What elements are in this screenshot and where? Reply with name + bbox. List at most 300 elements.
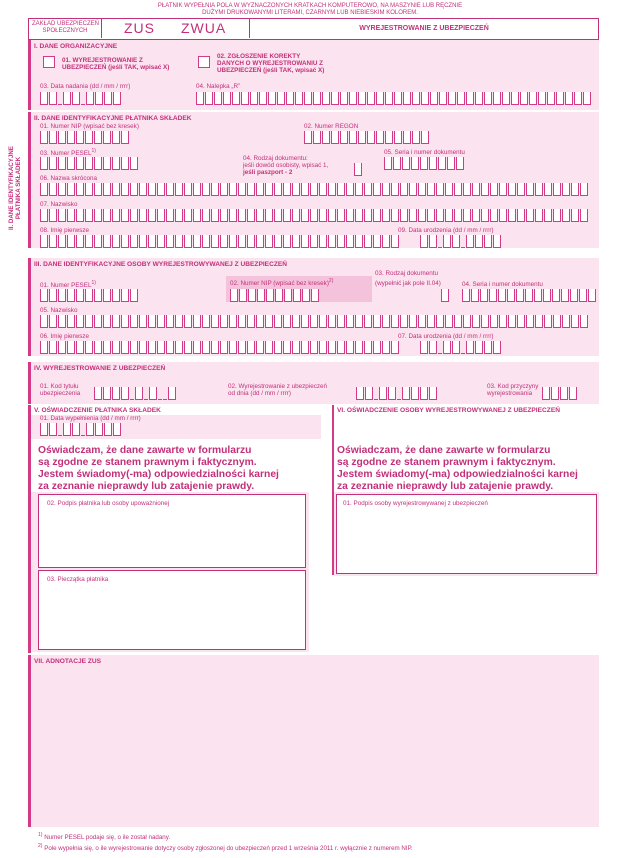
date-sent-cell[interactable] <box>40 92 48 105</box>
payer-short-name-cell[interactable] <box>418 183 426 196</box>
person-surname-cell[interactable] <box>481 315 489 328</box>
person-first-name-cell[interactable] <box>247 341 255 354</box>
person-birth-date-boxes[interactable] <box>420 341 502 354</box>
payer-short-name-cell[interactable] <box>454 183 462 196</box>
payer-first-name-cell[interactable] <box>319 235 327 248</box>
sticker-cell[interactable] <box>556 92 564 105</box>
payer-regon-cell[interactable] <box>376 131 384 144</box>
payer-regon-cell[interactable] <box>421 131 429 144</box>
person-pesel-cell[interactable] <box>49 289 57 302</box>
sticker-cell[interactable] <box>583 92 591 105</box>
payer-short-name-cell[interactable] <box>481 183 489 196</box>
payer-short-name-cell[interactable] <box>256 183 264 196</box>
person-surname-cell[interactable] <box>490 315 498 328</box>
person-surname-cell[interactable] <box>58 315 66 328</box>
person-surname-cell[interactable] <box>418 315 426 328</box>
payer-first-name-cell[interactable] <box>364 235 372 248</box>
payer-first-name-cell[interactable] <box>256 235 264 248</box>
payer-surname-cell[interactable] <box>427 209 435 222</box>
payer-short-name-cell[interactable] <box>580 183 588 196</box>
payer-first-name-cell[interactable] <box>310 235 318 248</box>
person-surname-cell[interactable] <box>526 315 534 328</box>
fill-date-cell[interactable] <box>86 423 94 436</box>
payer-first-name-cell[interactable] <box>184 235 192 248</box>
person-surname-cell[interactable] <box>103 315 111 328</box>
payer-surname-cell[interactable] <box>508 209 516 222</box>
fill-date-cell[interactable] <box>95 423 103 436</box>
sticker-cell[interactable] <box>421 92 429 105</box>
payer-surname-cell[interactable] <box>148 209 156 222</box>
payer-short-name-cell[interactable] <box>490 183 498 196</box>
payer-first-name-cell[interactable] <box>175 235 183 248</box>
payer-first-name-cell[interactable] <box>247 235 255 248</box>
payer-surname-cell[interactable] <box>346 209 354 222</box>
sticker-cell[interactable] <box>493 92 501 105</box>
sticker-cell[interactable] <box>376 92 384 105</box>
payer-surname-cell[interactable] <box>274 209 282 222</box>
insurance-code-cell[interactable] <box>168 387 176 400</box>
payer-surname-cell[interactable] <box>283 209 291 222</box>
payer-surname-cell[interactable] <box>229 209 237 222</box>
person-first-name-cell[interactable] <box>364 341 372 354</box>
payer-surname-cell[interactable] <box>373 209 381 222</box>
payer-surname-cell[interactable] <box>94 209 102 222</box>
person-surname-cell[interactable] <box>121 315 129 328</box>
payer-doc-number-cell[interactable] <box>411 157 419 170</box>
payer-short-name-cell[interactable] <box>373 183 381 196</box>
payer-surname-cell[interactable] <box>49 209 57 222</box>
payer-first-name-cell[interactable] <box>283 235 291 248</box>
person-surname-cell[interactable] <box>94 315 102 328</box>
payer-short-name-cell[interactable] <box>346 183 354 196</box>
deregistration-date-cell[interactable] <box>429 387 437 400</box>
payer-surname-cell[interactable] <box>391 209 399 222</box>
payer-short-name-cell[interactable] <box>130 183 138 196</box>
payer-short-name-cell[interactable] <box>400 183 408 196</box>
person-surname-cell[interactable] <box>400 315 408 328</box>
person-birth-date-cell[interactable] <box>443 341 451 354</box>
payer-first-name-cell[interactable] <box>274 235 282 248</box>
person-surname-cell[interactable] <box>472 315 480 328</box>
person-first-name-cell[interactable] <box>202 341 210 354</box>
person-nip-cell[interactable] <box>302 289 310 302</box>
person-surname-cell[interactable] <box>229 315 237 328</box>
payer-short-name-cell[interactable] <box>337 183 345 196</box>
payer-doc-number-cell[interactable] <box>393 157 401 170</box>
payer-first-name-cell[interactable] <box>229 235 237 248</box>
person-surname-cell[interactable] <box>373 315 381 328</box>
person-doc-number-cell[interactable] <box>480 289 488 302</box>
person-surname-cell[interactable] <box>184 315 192 328</box>
person-first-name-cell[interactable] <box>76 341 84 354</box>
payer-surname-cell[interactable] <box>535 209 543 222</box>
person-pesel-cell[interactable] <box>121 289 129 302</box>
payer-surname-cell[interactable] <box>337 209 345 222</box>
payer-surname-cell[interactable] <box>571 209 579 222</box>
person-first-name-cell[interactable] <box>211 341 219 354</box>
person-surname-cell[interactable] <box>328 315 336 328</box>
payer-first-name-cell[interactable] <box>211 235 219 248</box>
payer-first-name-cell[interactable] <box>301 235 309 248</box>
person-first-name-cell[interactable] <box>112 341 120 354</box>
payer-doc-number-cell[interactable] <box>420 157 428 170</box>
person-surname-cell[interactable] <box>49 315 57 328</box>
payer-first-name-cell[interactable] <box>373 235 381 248</box>
person-first-name-cell[interactable] <box>229 341 237 354</box>
sticker-cell[interactable] <box>313 92 321 105</box>
person-pesel-cell[interactable] <box>130 289 138 302</box>
insurance-code-cell[interactable] <box>112 387 120 400</box>
payer-surname-cell[interactable] <box>40 209 48 222</box>
payer-first-name-cell[interactable] <box>220 235 228 248</box>
sticker-cell[interactable] <box>304 92 312 105</box>
fill-date-cell[interactable] <box>63 423 71 436</box>
payer-birth-date-cell[interactable] <box>475 235 483 248</box>
person-nip-cell[interactable] <box>266 289 274 302</box>
person-surname-cell[interactable] <box>499 315 507 328</box>
person-surname-cell[interactable] <box>211 315 219 328</box>
person-surname-cell[interactable] <box>130 315 138 328</box>
payer-short-name-cell[interactable] <box>40 183 48 196</box>
person-first-name-cell[interactable] <box>58 341 66 354</box>
person-surname-cell[interactable] <box>517 315 525 328</box>
payer-doc-number-boxes[interactable] <box>384 157 465 170</box>
payer-first-name-cell[interactable] <box>40 235 48 248</box>
payer-surname-cell[interactable] <box>184 209 192 222</box>
person-surname-cell[interactable] <box>274 315 282 328</box>
person-surname-cell[interactable] <box>409 315 417 328</box>
person-birth-date-cell[interactable] <box>420 341 428 354</box>
payer-surname-cell[interactable] <box>463 209 471 222</box>
payer-short-name-cell[interactable] <box>157 183 165 196</box>
payer-surname-cell[interactable] <box>328 209 336 222</box>
fill-date-cell[interactable] <box>104 423 112 436</box>
person-nip-boxes[interactable] <box>230 289 320 302</box>
person-first-name-cell[interactable] <box>175 341 183 354</box>
payer-birth-date-cell[interactable] <box>484 235 492 248</box>
sticker-cell[interactable] <box>241 92 249 105</box>
payer-short-name-cell[interactable] <box>553 183 561 196</box>
payer-surname-cell[interactable] <box>436 209 444 222</box>
payer-surname-cell[interactable] <box>418 209 426 222</box>
payer-short-name-cell[interactable] <box>247 183 255 196</box>
sticker-cell[interactable] <box>529 92 537 105</box>
payer-short-name-cell[interactable] <box>166 183 174 196</box>
insurance-code-cell[interactable] <box>94 387 102 400</box>
date-sent-cell[interactable] <box>104 92 112 105</box>
payer-doc-number-cell[interactable] <box>384 157 392 170</box>
payer-nip-cell[interactable] <box>121 131 129 144</box>
person-doc-number-cell[interactable] <box>588 289 596 302</box>
sticker-cell[interactable] <box>394 92 402 105</box>
person-nip-cell[interactable] <box>239 289 247 302</box>
payer-surname-cell[interactable] <box>292 209 300 222</box>
payer-first-name-cell[interactable] <box>292 235 300 248</box>
person-first-name-cell[interactable] <box>355 341 363 354</box>
person-nip-cell[interactable] <box>311 289 319 302</box>
payer-short-name-cell[interactable] <box>391 183 399 196</box>
person-surname-cell[interactable] <box>355 315 363 328</box>
person-doc-number-cell[interactable] <box>516 289 524 302</box>
deregistration-date-cell[interactable] <box>356 387 364 400</box>
sticker-cell[interactable] <box>340 92 348 105</box>
fill-date-boxes[interactable] <box>40 423 122 436</box>
payer-first-name-cell[interactable] <box>355 235 363 248</box>
person-doc-number-cell[interactable] <box>552 289 560 302</box>
payer-short-name-cell[interactable] <box>508 183 516 196</box>
payer-birth-date-cell[interactable] <box>420 235 428 248</box>
payer-pesel-cell[interactable] <box>58 157 66 170</box>
payer-short-name-cell[interactable] <box>364 183 372 196</box>
person-first-name-cell[interactable] <box>130 341 138 354</box>
payer-nip-cell[interactable] <box>40 131 48 144</box>
sticker-cell[interactable] <box>358 92 366 105</box>
payer-first-name-cell[interactable] <box>130 235 138 248</box>
deregistration-date-cell[interactable] <box>402 387 410 400</box>
person-nip-cell[interactable] <box>248 289 256 302</box>
payer-first-name-boxes[interactable] <box>40 235 400 248</box>
person-pesel-cell[interactable] <box>94 289 102 302</box>
payer-regon-cell[interactable] <box>349 131 357 144</box>
person-first-name-cell[interactable] <box>274 341 282 354</box>
person-doc-number-cell[interactable] <box>525 289 533 302</box>
payer-surname-cell[interactable] <box>310 209 318 222</box>
payer-pesel-cell[interactable] <box>94 157 102 170</box>
person-first-name-cell[interactable] <box>319 341 327 354</box>
payer-short-name-cell[interactable] <box>148 183 156 196</box>
payer-regon-cell[interactable] <box>412 131 420 144</box>
sticker-cell[interactable] <box>250 92 258 105</box>
sticker-cell[interactable] <box>223 92 231 105</box>
sticker-cell[interactable] <box>466 92 474 105</box>
payer-surname-cell[interactable] <box>76 209 84 222</box>
payer-surname-cell[interactable] <box>409 209 417 222</box>
payer-short-name-cell[interactable] <box>301 183 309 196</box>
payer-pesel-cell[interactable] <box>85 157 93 170</box>
person-surname-cell[interactable] <box>337 315 345 328</box>
person-surname-cell[interactable] <box>391 315 399 328</box>
person-first-name-cell[interactable] <box>301 341 309 354</box>
payer-first-name-cell[interactable] <box>58 235 66 248</box>
payer-regon-cell[interactable] <box>313 131 321 144</box>
payer-surname-cell[interactable] <box>544 209 552 222</box>
payer-nip-cell[interactable] <box>103 131 111 144</box>
person-surname-cell[interactable] <box>265 315 273 328</box>
payer-surname-cell[interactable] <box>499 209 507 222</box>
person-surname-cell[interactable] <box>319 315 327 328</box>
deregistration-date-cell[interactable] <box>411 387 419 400</box>
person-surname-cell[interactable] <box>202 315 210 328</box>
payer-short-name-cell[interactable] <box>382 183 390 196</box>
person-surname-cell[interactable] <box>148 315 156 328</box>
payer-regon-cell[interactable] <box>304 131 312 144</box>
date-sent-cell[interactable] <box>63 92 71 105</box>
payer-surname-cell[interactable] <box>85 209 93 222</box>
payer-pesel-cell[interactable] <box>121 157 129 170</box>
payer-surname-cell[interactable] <box>526 209 534 222</box>
payer-short-name-cell[interactable] <box>67 183 75 196</box>
payer-surname-cell[interactable] <box>301 209 309 222</box>
person-birth-date-cell[interactable] <box>466 341 474 354</box>
person-surname-cell[interactable] <box>76 315 84 328</box>
payer-first-name-cell[interactable] <box>85 235 93 248</box>
payer-short-name-cell[interactable] <box>517 183 525 196</box>
person-first-name-cell[interactable] <box>121 341 129 354</box>
date-sent-cell[interactable] <box>72 92 80 105</box>
payer-surname-cell[interactable] <box>112 209 120 222</box>
person-birth-date-cell[interactable] <box>429 341 437 354</box>
payer-short-name-cell[interactable] <box>535 183 543 196</box>
payer-first-name-cell[interactable] <box>148 235 156 248</box>
person-surname-cell[interactable] <box>157 315 165 328</box>
payer-surname-cell[interactable] <box>139 209 147 222</box>
person-doc-number-boxes[interactable] <box>462 289 597 302</box>
person-first-name-cell[interactable] <box>292 341 300 354</box>
payer-nip-cell[interactable] <box>85 131 93 144</box>
person-surname-cell[interactable] <box>256 315 264 328</box>
payer-short-name-cell[interactable] <box>427 183 435 196</box>
payer-surname-cell[interactable] <box>121 209 129 222</box>
person-surname-cell[interactable] <box>463 315 471 328</box>
payer-short-name-cell[interactable] <box>49 183 57 196</box>
deregistration-date-cell[interactable] <box>420 387 428 400</box>
payer-first-name-cell[interactable] <box>49 235 57 248</box>
payer-doc-type-box-cell[interactable] <box>354 163 362 176</box>
payer-surname-cell[interactable] <box>490 209 498 222</box>
person-first-name-cell[interactable] <box>391 341 399 354</box>
person-surname-cell[interactable] <box>166 315 174 328</box>
person-doc-number-cell[interactable] <box>570 289 578 302</box>
payer-nip-cell[interactable] <box>49 131 57 144</box>
person-surname-cell[interactable] <box>292 315 300 328</box>
person-first-name-cell[interactable] <box>157 341 165 354</box>
sticker-cell[interactable] <box>484 92 492 105</box>
person-pesel-cell[interactable] <box>76 289 84 302</box>
person-surname-cell[interactable] <box>544 315 552 328</box>
person-pesel-cell[interactable] <box>67 289 75 302</box>
payer-doc-type-box[interactable] <box>354 163 363 176</box>
payer-pesel-cell[interactable] <box>130 157 138 170</box>
deregistration-reason-cell[interactable] <box>569 387 577 400</box>
payer-regon-cell[interactable] <box>322 131 330 144</box>
person-doc-type-box-cell[interactable] <box>441 289 449 302</box>
payer-nip-cell[interactable] <box>112 131 120 144</box>
person-doc-number-cell[interactable] <box>543 289 551 302</box>
sticker-boxes[interactable] <box>196 92 592 105</box>
person-doc-number-cell[interactable] <box>561 289 569 302</box>
person-surname-cell[interactable] <box>40 315 48 328</box>
payer-first-name-cell[interactable] <box>76 235 84 248</box>
payer-short-name-cell[interactable] <box>184 183 192 196</box>
payer-short-name-cell[interactable] <box>319 183 327 196</box>
person-doc-type-box[interactable] <box>441 289 450 302</box>
payer-birth-date-cell[interactable] <box>429 235 437 248</box>
payer-birth-date-cell[interactable] <box>493 235 501 248</box>
payer-nip-cell[interactable] <box>94 131 102 144</box>
payer-surname-cell[interactable] <box>517 209 525 222</box>
person-surname-cell[interactable] <box>67 315 75 328</box>
person-first-name-cell[interactable] <box>337 341 345 354</box>
person-first-name-cell[interactable] <box>256 341 264 354</box>
person-birth-date-cell[interactable] <box>484 341 492 354</box>
person-pesel-cell[interactable] <box>85 289 93 302</box>
person-surname-cell[interactable] <box>553 315 561 328</box>
payer-pesel-cell[interactable] <box>67 157 75 170</box>
payer-regon-boxes[interactable] <box>304 131 430 144</box>
payer-pesel-cell[interactable] <box>76 157 84 170</box>
person-surname-cell[interactable] <box>193 315 201 328</box>
person-first-name-cell[interactable] <box>103 341 111 354</box>
deregistration-date-cell[interactable] <box>388 387 396 400</box>
person-surname-cell[interactable] <box>427 315 435 328</box>
payer-first-name-cell[interactable] <box>193 235 201 248</box>
sticker-cell[interactable] <box>331 92 339 105</box>
sticker-cell[interactable] <box>565 92 573 105</box>
person-first-name-cell[interactable] <box>67 341 75 354</box>
person-surname-cell[interactable] <box>310 315 318 328</box>
person-pesel-cell[interactable] <box>58 289 66 302</box>
person-pesel-cell[interactable] <box>112 289 120 302</box>
payer-nip-boxes[interactable] <box>40 131 130 144</box>
payer-surname-cell[interactable] <box>472 209 480 222</box>
person-surname-cell[interactable] <box>454 315 462 328</box>
payer-first-name-cell[interactable] <box>202 235 210 248</box>
person-first-name-cell[interactable] <box>346 341 354 354</box>
person-first-name-cell[interactable] <box>328 341 336 354</box>
sticker-cell[interactable] <box>232 92 240 105</box>
payer-surname-cell[interactable] <box>256 209 264 222</box>
payer-first-name-cell[interactable] <box>265 235 273 248</box>
sticker-cell[interactable] <box>385 92 393 105</box>
payer-regon-cell[interactable] <box>340 131 348 144</box>
person-surname-cell[interactable] <box>301 315 309 328</box>
payer-short-name-cell[interactable] <box>121 183 129 196</box>
sticker-cell[interactable] <box>277 92 285 105</box>
person-nip-cell[interactable] <box>293 289 301 302</box>
payer-nip-cell[interactable] <box>76 131 84 144</box>
payer-first-name-cell[interactable] <box>328 235 336 248</box>
payer-surname-cell[interactable] <box>238 209 246 222</box>
person-surname-cell[interactable] <box>436 315 444 328</box>
payer-pesel-cell[interactable] <box>103 157 111 170</box>
sticker-cell[interactable] <box>547 92 555 105</box>
sticker-cell[interactable] <box>538 92 546 105</box>
payer-stamp-box[interactable] <box>38 570 306 650</box>
deregistration-reason-cell[interactable] <box>542 387 550 400</box>
payer-regon-cell[interactable] <box>403 131 411 144</box>
sticker-cell[interactable] <box>286 92 294 105</box>
person-surname-boxes[interactable] <box>40 315 589 328</box>
payer-surname-cell[interactable] <box>103 209 111 222</box>
payer-short-name-cell[interactable] <box>463 183 471 196</box>
sticker-cell[interactable] <box>259 92 267 105</box>
date-sent-boxes[interactable] <box>40 92 122 105</box>
person-first-name-cell[interactable] <box>382 341 390 354</box>
payer-short-name-cell[interactable] <box>94 183 102 196</box>
payer-surname-cell[interactable] <box>355 209 363 222</box>
payer-nip-cell[interactable] <box>58 131 66 144</box>
person-first-name-cell[interactable] <box>310 341 318 354</box>
payer-surname-cell[interactable] <box>67 209 75 222</box>
fill-date-cell[interactable] <box>113 423 121 436</box>
payer-first-name-cell[interactable] <box>67 235 75 248</box>
payer-short-name-boxes[interactable] <box>40 183 589 196</box>
person-first-name-boxes[interactable] <box>40 341 400 354</box>
payer-short-name-cell[interactable] <box>445 183 453 196</box>
payer-short-name-cell[interactable] <box>265 183 273 196</box>
sticker-cell[interactable] <box>403 92 411 105</box>
sticker-cell[interactable] <box>511 92 519 105</box>
